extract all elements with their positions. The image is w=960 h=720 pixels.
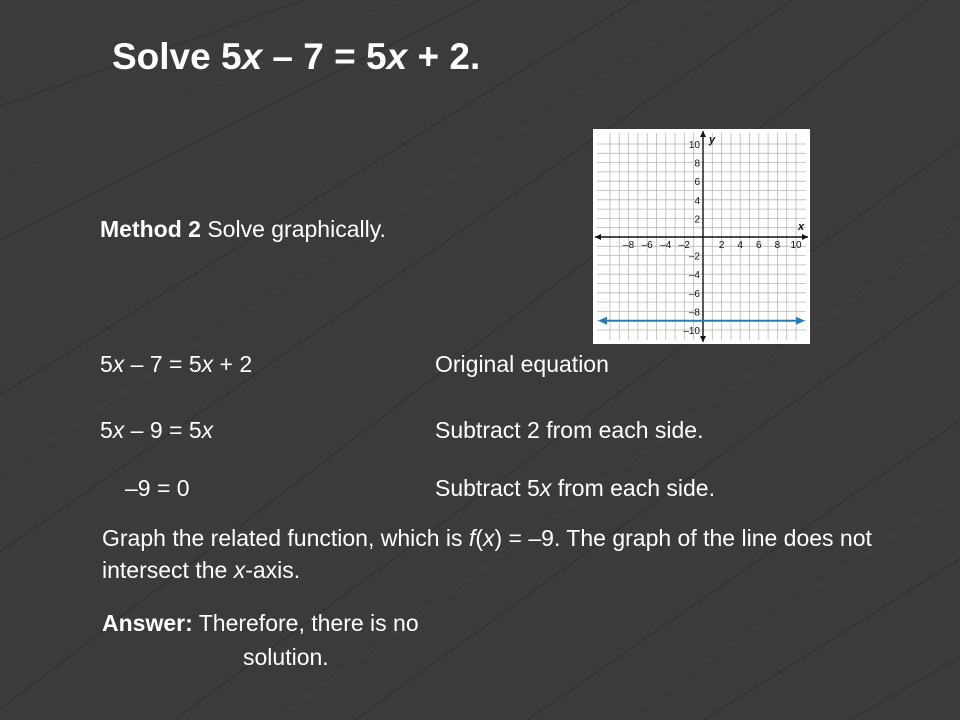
y-tick-label: 6 — [694, 177, 700, 189]
answer-block — [102, 606, 419, 674]
step-2-equation: 5x – 9 = 5x — [100, 417, 214, 443]
answer-line-2: solution. — [243, 644, 329, 670]
graph-panel — [593, 129, 810, 344]
x-tick-label: –2 — [678, 240, 690, 251]
function-arrow-right — [796, 317, 805, 325]
y-tick-label: 2 — [694, 214, 700, 226]
y-tick-label: 4 — [694, 195, 700, 207]
step-2-reason: Subtract 2 from each side. — [435, 417, 704, 443]
y-axis-arrow-top — [700, 131, 706, 137]
answer-label: Answer: — [102, 610, 193, 636]
x-tick-label: 6 — [756, 240, 762, 251]
explanation-paragraph: Graph the related function, which is f(x) = –9. The graph of the line does not intersect the x-axis. — [102, 525, 872, 583]
y-tick-label: 8 — [694, 158, 700, 170]
step-1-equation: 5x – 7 = 5x + 2 — [100, 351, 253, 377]
y-tick-label: –6 — [688, 288, 700, 300]
slide-title: Solve 5x – 7 = 5x + 2. — [112, 36, 481, 77]
x-tick-label: 10 — [790, 240, 802, 251]
x-tick-label: –6 — [641, 240, 653, 251]
y-tick-label: –10 — [683, 326, 700, 337]
step-1-reason: Original equation — [435, 351, 609, 377]
y-tick-label: –2 — [688, 251, 700, 263]
y-tick-label: 10 — [688, 140, 700, 151]
y-axis-arrow-bottom — [700, 336, 706, 342]
x-axis-arrow-left — [595, 234, 601, 240]
x-tick-label: 8 — [774, 240, 781, 251]
step-3-reason: Subtract 5x from each side. — [435, 475, 715, 501]
method-heading: Method 2 Solve graphically. — [100, 216, 386, 242]
answer-line-1: Therefore, there is no — [192, 610, 419, 636]
x-axis-arrow-right — [802, 234, 808, 240]
function-arrow-left — [598, 317, 607, 325]
x-axis-label: x — [798, 221, 805, 233]
x-tick-label: 4 — [737, 240, 743, 251]
x-tick-label: –4 — [660, 240, 672, 251]
x-tick-label: –8 — [623, 240, 635, 251]
y-tick-label: –8 — [688, 307, 700, 319]
graph-svg — [593, 129, 810, 344]
y-axis-label: y — [709, 134, 716, 146]
step-3-equation: –9 = 0 — [125, 475, 190, 501]
y-tick-label: –4 — [688, 270, 700, 282]
x-tick-label: 2 — [718, 240, 725, 251]
